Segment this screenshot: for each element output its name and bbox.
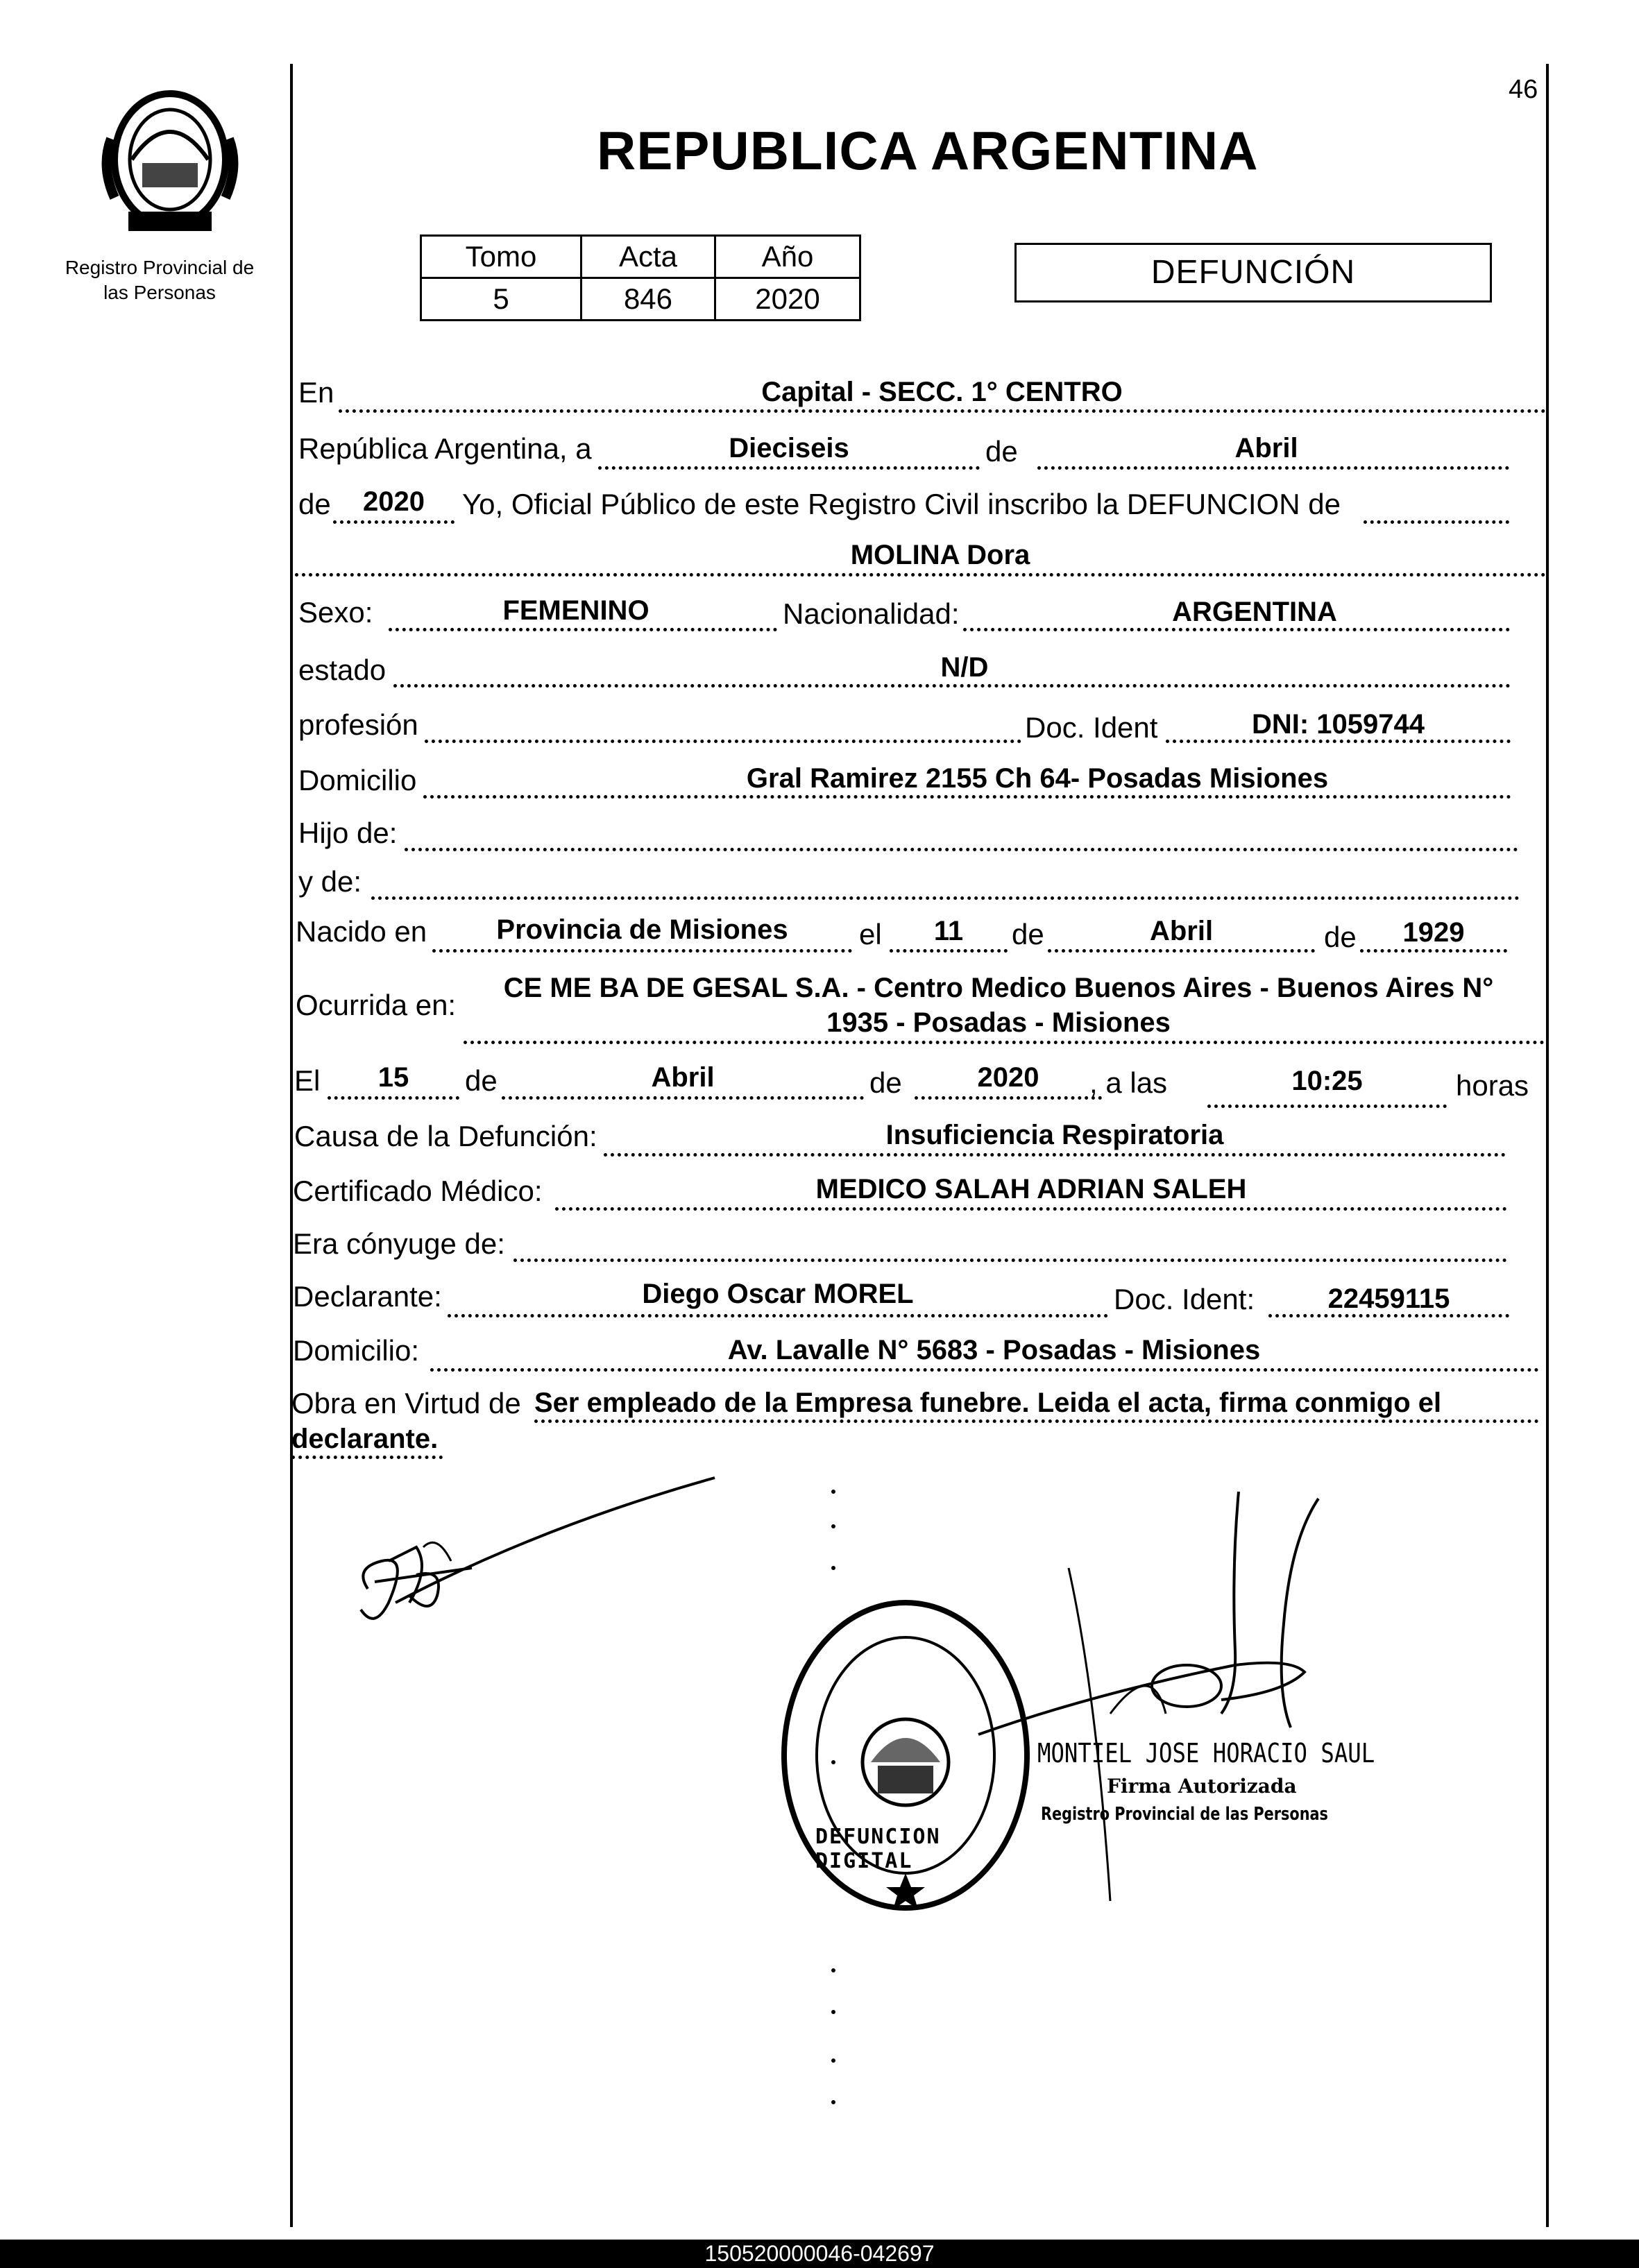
month-line	[1037, 466, 1509, 470]
declarante-domicilio-label: Domicilio:	[293, 1334, 420, 1367]
nacido-en-value: Provincia de Misiones	[496, 914, 788, 945]
estado-line	[393, 684, 1511, 688]
record-table	[420, 235, 861, 321]
certificado-value: MEDICO SALAH ADRIAN SALEH	[815, 1174, 1247, 1204]
acta-header: Acta	[581, 236, 715, 278]
birth-year-value: 1929	[1402, 917, 1465, 948]
ocurrida-label: Ocurrida en:	[296, 989, 457, 1021]
left-margin-rule	[290, 64, 293, 2227]
hijo-de-label: Hijo de:	[298, 817, 398, 849]
doc-ident-line	[1166, 740, 1511, 743]
birth-month-line	[1048, 949, 1315, 953]
declarante-doc-value: 22459115	[1327, 1284, 1450, 1314]
el-label: el	[859, 918, 882, 950]
birth-year-line	[1360, 949, 1507, 953]
de-label-6: de	[869, 1066, 902, 1099]
sexo-value: FEMENINO	[502, 595, 649, 626]
anio-header: Año	[715, 236, 860, 278]
en-value: Capital - SECC. 1° CENTRO	[761, 377, 1123, 407]
record-table-header-row	[421, 236, 860, 278]
registry-caption: Registro Provincial de las Personas	[65, 257, 255, 304]
birth-day-value: 11	[933, 916, 964, 946]
conyuge-label: Era cónyuge de:	[293, 1227, 505, 1260]
birth-day-line	[890, 949, 1008, 953]
document-type-box: DEFUNCIÓN	[1014, 243, 1492, 302]
death-day-value: 15	[377, 1062, 409, 1093]
de-label-1: de	[985, 435, 1018, 468]
sexo-label: Sexo:	[298, 596, 373, 629]
nacionalidad-value: ARGENTINA	[1172, 597, 1337, 627]
estado-label: estado	[298, 654, 387, 686]
tomo-value: 5	[421, 278, 581, 321]
nacido-en-line	[432, 949, 852, 953]
death-month-value: Abril	[651, 1062, 715, 1093]
doc-ident-value: DNI: 1059744	[1251, 709, 1425, 740]
acta-value: 846	[581, 278, 715, 321]
death-year-value: 2020	[977, 1062, 1039, 1093]
profesion-line	[425, 740, 1021, 743]
declarante-domicilio-line	[430, 1368, 1539, 1372]
death-time-value: 10:25	[1291, 1066, 1363, 1096]
record-table-value-row	[421, 278, 860, 321]
anio-value: 2020	[715, 278, 860, 321]
year-value: 2020	[363, 486, 425, 517]
death-day-line	[328, 1096, 459, 1100]
birth-month-value: Abril	[1149, 916, 1214, 946]
page-number: 46	[1509, 75, 1538, 104]
obra-label: Obra en Virtud de	[291, 1387, 521, 1419]
domicilio-value: Gral Ramirez 2155 Ch 64- Posadas Misiones	[746, 763, 1329, 794]
hijo-de-line	[405, 848, 1518, 851]
y-de-label: y de:	[298, 865, 362, 898]
tomo-header: Tomo	[421, 236, 581, 278]
deceased-name: MOLINA Dora	[850, 540, 1030, 570]
domicilio-line	[423, 795, 1511, 799]
declarant-signature	[333, 1464, 722, 1637]
El-label: El	[294, 1064, 321, 1097]
declarante-doc-label: Doc. Ident:	[1114, 1283, 1255, 1315]
sexo-line	[389, 628, 777, 631]
year-line	[333, 520, 455, 524]
declarante-doc-line	[1268, 1314, 1509, 1318]
en-label: En	[298, 376, 334, 409]
estado-value: N/D	[940, 652, 989, 683]
declaration-line	[1364, 520, 1509, 524]
y-de-line	[371, 896, 1520, 900]
obra-value-line1: Ser empleado de la Empresa funebre. Leida el acta, firma conmigo el	[534, 1388, 1442, 1418]
causa-line	[604, 1153, 1506, 1157]
barcode-footer: 150520000046-042697	[0, 2240, 1639, 2268]
nacionalidad-label: Nacionalidad:	[783, 597, 960, 630]
month-value: Abril	[1234, 433, 1298, 463]
en-line	[339, 409, 1546, 413]
death-month-line	[502, 1096, 864, 1100]
declaration-text: Yo, Oficial Público de este Registro Civil inscribo la DEFUNCION de	[462, 488, 1341, 520]
declarante-domicilio-value: Av. Lavalle N° 5683 - Posadas - Misiones	[727, 1335, 1261, 1365]
domicilio-label: Domicilio	[298, 764, 417, 796]
page-title: REPUBLICA ARGENTINA	[597, 120, 1259, 181]
republica-label: República Argentina, a	[298, 432, 592, 465]
de-label-3: de	[1012, 918, 1044, 950]
obra-line-1	[534, 1419, 1539, 1423]
obra-line-2	[291, 1456, 443, 1459]
a-las-label: , a las	[1089, 1066, 1168, 1099]
official-name: MONTIEL JOSE HORACIO SAUL	[1037, 1738, 1375, 1768]
name-line	[295, 573, 1546, 577]
province-logo	[90, 76, 250, 243]
certificado-label: Certificado Médico:	[293, 1175, 543, 1207]
obra-value-line2: declarante.	[291, 1424, 439, 1454]
official-role: Firma Autorizada	[1107, 1775, 1297, 1798]
day-line	[598, 466, 980, 470]
doc-ident-label: Doc. Ident	[1025, 711, 1158, 744]
day-written-value: Dieciseis	[729, 433, 849, 463]
ocurrida-line2: 1935 - Posadas - Misiones	[826, 1007, 1171, 1038]
official-registry: Registro Provincial de las Personas	[1041, 1804, 1328, 1825]
de-label-5: de	[465, 1064, 498, 1097]
de-label-4: de	[1324, 921, 1357, 953]
ocurrida-line	[464, 1041, 1545, 1044]
ocurrida-line1: CE ME BA DE GESAL S.A. - Centro Medico Buenos Aires - Buenos Aires N°	[503, 973, 1494, 1003]
certificado-line	[555, 1207, 1507, 1211]
death-time-line	[1207, 1105, 1447, 1108]
de-label-2: de	[298, 488, 331, 520]
declarante-line	[448, 1314, 1108, 1318]
seal-inner-text: DEFUNCION DIGITAL	[815, 1825, 941, 1873]
right-margin-rule	[1546, 64, 1549, 2227]
nacionalidad-line	[963, 628, 1510, 631]
profesion-label: profesión	[298, 708, 418, 741]
horas-label: horas	[1456, 1069, 1529, 1102]
causa-value: Insuficiencia Respiratoria	[885, 1120, 1224, 1150]
declarante-label: Declarante:	[293, 1280, 442, 1313]
nacido-en-label: Nacido en	[296, 915, 427, 948]
declarante-value: Diego Oscar MOREL	[642, 1279, 914, 1309]
death-year-line	[915, 1096, 1102, 1100]
conyuge-line	[513, 1259, 1507, 1262]
causa-label: Causa de la Defunción:	[294, 1120, 597, 1152]
official-signature	[958, 1485, 1374, 1915]
seal-text	[690, 1582, 711, 1583]
